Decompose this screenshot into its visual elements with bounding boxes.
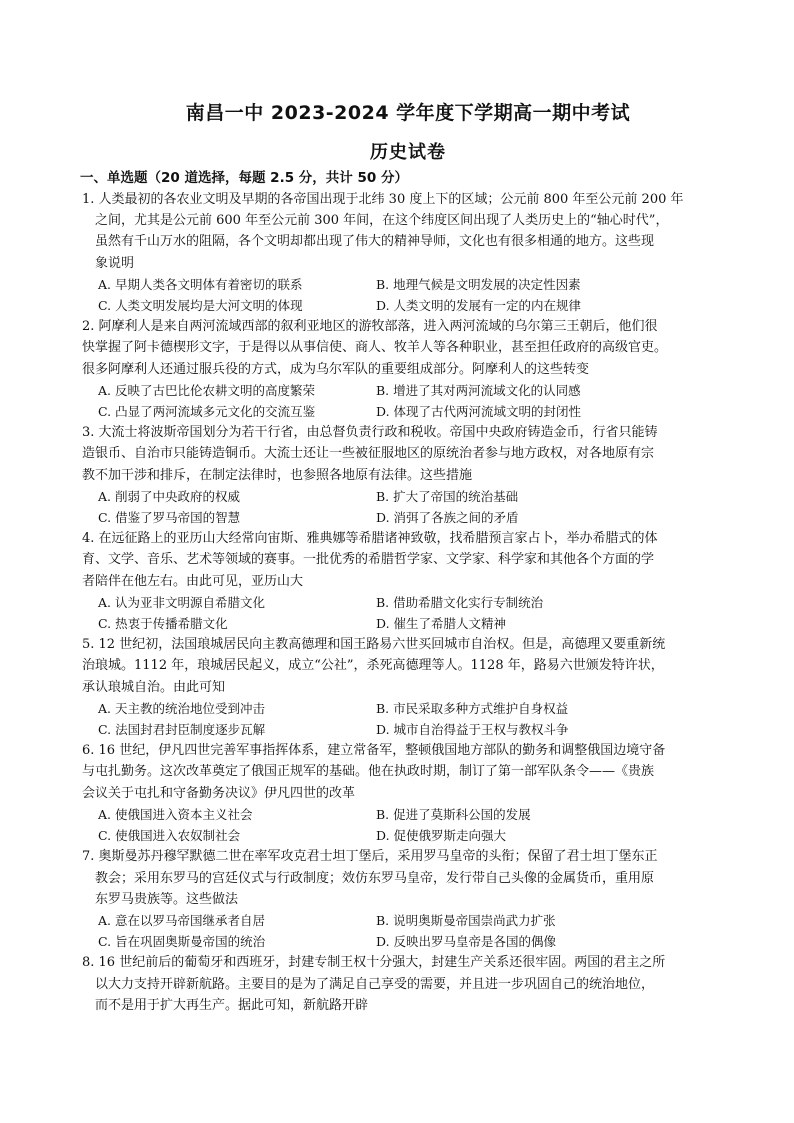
question-text-line: 治琅城。1112 年，琅城居民起义，成立“公社”，杀死高德理等人。1128 年，路易六世颁发特许状， (82, 658, 664, 674)
answer-option-b: B. 增进了其对两河流域文化的认同感 (376, 382, 581, 398)
question-text-line: 很多阿摩利人还通过服兵役的方式，成为乌尔军队的重要组成部分。阿摩利人的这些转变 (82, 361, 590, 377)
answer-option-b: B. 地理气候是文明发展的决定性因素 (376, 276, 581, 292)
section-heading: 一、单选题（20 道选择，每题 2.5 分，共计 50 分） (80, 170, 408, 186)
question-text-line: 东罗马贵族等。这些做法 (82, 891, 239, 907)
answer-option-a: A. 天主教的统治地位受到冲击 (98, 700, 265, 716)
question-text-line: 之间，尤其是公元前 600 年至公元前 300 年间，在这个纬度区间出现了人类历史上的“轴心时代”， (82, 213, 669, 229)
answer-option-d: D. 促使俄罗斯走向强大 (376, 828, 507, 844)
question-text-line: 3. 大流士将波斯帝国划分为若干行省，由总督负责行政和税收。帝国中央政府铸造金币，行省只能铸 (82, 425, 658, 441)
question-text-line: 育、文学、音乐、艺术等领域的赛事。一批优秀的希腊哲学家、文学家、科学家和其他各个方面的学 (82, 552, 655, 568)
question-text-line: 与屯扎勤务。这次改革奠定了俄国正规军的基础。他在执政时期，制订了第一部军队条令——《贵族 (82, 764, 655, 780)
question-text-line: 2. 阿摩利人是来自两河流域西部的叙利亚地区的游牧部落，进入两河流域的乌尔第三王朝后，他们很 (82, 319, 658, 335)
answer-option-c: C. 法国封君封臣制度逐步瓦解 (98, 722, 266, 738)
question-text-line: 者陪伴在他左右。由此可见，亚历山大 (82, 573, 304, 589)
answer-option-a: A. 使俄国进入资本主义社会 (98, 806, 253, 822)
answer-option-d: D. 体现了古代两河流域文明的封闭性 (376, 404, 582, 420)
question-8 (82, 952, 734, 1016)
answer-option-b: B. 市民采取多种方式维护自身权益 (376, 700, 569, 716)
answer-options (82, 380, 734, 422)
answer-option-d: D. 反映出罗马皇帝是各国的偶像 (376, 934, 557, 950)
answer-option-d: D. 消弭了各族之间的矛盾 (376, 510, 519, 526)
question-text-line: 以大力支持开辟新航路。主要目的是为了满足自己享受的需要，并且进一步巩固自己的统治地位， (82, 976, 655, 992)
question-text-line: 快掌握了阿卡德楔形文字，于是得以从事信使、商人、牧羊人等各种职业，甚至担任政府的高级官吏。 (82, 340, 668, 356)
question-text-line: 会议关于屯扎和守备勤务决议》伊凡四世的改革 (82, 785, 356, 801)
question-text-line: 而不是用于扩大再生产。据此可知，新航路开辟 (82, 997, 369, 1013)
answer-option-b: B. 借助希腊文化实行专制统治 (376, 594, 544, 610)
answer-option-c: C. 使俄国进入农奴制社会 (98, 828, 241, 844)
question-3 (82, 422, 734, 528)
question-6 (82, 740, 734, 846)
exam-title: 南昌一中 2023-2024 学年度下学期高一期中考试 (185, 102, 631, 124)
question-text-line: 虽然有千山万水的阻隔，各个文明却都出现了伟大的精神导师，文化也有很多相通的地方。这些现 (82, 234, 655, 250)
answer-options (82, 486, 734, 528)
question-text-line: 教会；采用东罗马的宫廷仪式与行政制度；效仿东罗马皇帝，发行带自己头像的金属货币，重用原 (82, 870, 655, 886)
question-4 (82, 528, 734, 634)
answer-option-a: A. 反映了古巴比伦农耕文明的高度繁荣 (98, 382, 315, 398)
answer-options (82, 274, 734, 316)
answer-option-d: D. 催生了希腊人文精神 (376, 616, 507, 632)
exam-subtitle: 历史试卷 (370, 142, 446, 163)
question-5 (82, 634, 734, 740)
question-text-line: 5. 12 世纪初，法国琅城居民向主教高德理和国王路易六世买回城市自治权。但是，高德理又要重新统 (82, 637, 666, 653)
question-text-line: 造银币、自治市只能铸造铜币。大流士还让一些被征服地区的原统治者参与地方政权，对各地原有宗 (82, 446, 655, 462)
answer-option-b: B. 说明奥斯曼帝国崇尚武力扩张 (376, 912, 556, 928)
answer-option-c: C. 借鉴了罗马帝国的智慧 (98, 510, 241, 526)
question-text-line: 教不加干涉和排斥，在制定法律时，也参照各地原有法律。这些措施 (82, 467, 473, 483)
answer-options (82, 804, 734, 846)
answer-options (82, 910, 734, 952)
answer-option-d: D. 城市自治得益于王权与教权斗争 (376, 722, 569, 738)
answer-option-d: D. 人类文明的发展有一定的内在规律 (376, 298, 582, 314)
answer-option-b: B. 促进了莫斯科公国的发展 (376, 806, 531, 822)
question-list (82, 189, 734, 1016)
answer-option-a: A. 早期人类各文明体有着密切的联系 (98, 276, 303, 292)
question-text-line: 1. 人类最初的各农业文明及早期的各帝国出现于北纬 30 度上下的区域；公元前 800 年至公元前 200 年 (82, 192, 684, 207)
question-7 (82, 846, 734, 952)
question-2 (82, 316, 734, 422)
answer-options (82, 592, 734, 634)
answer-option-c: C. 热衷于传播希腊文化 (98, 616, 228, 632)
question-text-line: 7. 奥斯曼苏丹穆罕默德二世在率军攻克君士坦丁堡后，采用罗马皇帝的头衔；保留了君士坦丁堡东正 (82, 849, 658, 865)
answer-options (82, 698, 734, 740)
question-text-line: 6. 16 世纪，伊凡四世完善军事指挥体系，建立常备军，整顿俄国地方部队的勤务和调整俄国边境守备 (82, 743, 666, 759)
question-text-line: 承认琅城自治。由此可知 (82, 679, 226, 695)
question-text-line: 4. 在远征路上的亚历山大经常向宙斯、雅典娜等希腊诸神致敬，找希腊预言家占卜，举办希腊式的体 (82, 531, 658, 547)
question-text-line: 象说明 (82, 255, 135, 271)
answer-option-c: C. 凸显了两河流域多元文化的交流互鉴 (98, 404, 316, 420)
answer-option-c: C. 旨在巩固奥斯曼帝国的统治 (98, 934, 266, 950)
answer-option-a: A. 认为亚非文明源自希腊文化 (98, 594, 265, 610)
answer-option-a: A. 削弱了中央政府的权威 (98, 488, 240, 504)
answer-option-b: B. 扩大了帝国的统治基础 (376, 488, 519, 504)
answer-option-c: C. 人类文明发展均是大河文明的体现 (98, 298, 303, 314)
answer-option-a: A. 意在以罗马帝国继承者自居 (98, 912, 265, 928)
question-text-line: 8. 16 世纪前后的葡萄牙和西班牙，封建专制王权十分强大，封建生产关系还很牢固。两国的君主之所 (82, 955, 666, 971)
question-1 (82, 189, 734, 316)
